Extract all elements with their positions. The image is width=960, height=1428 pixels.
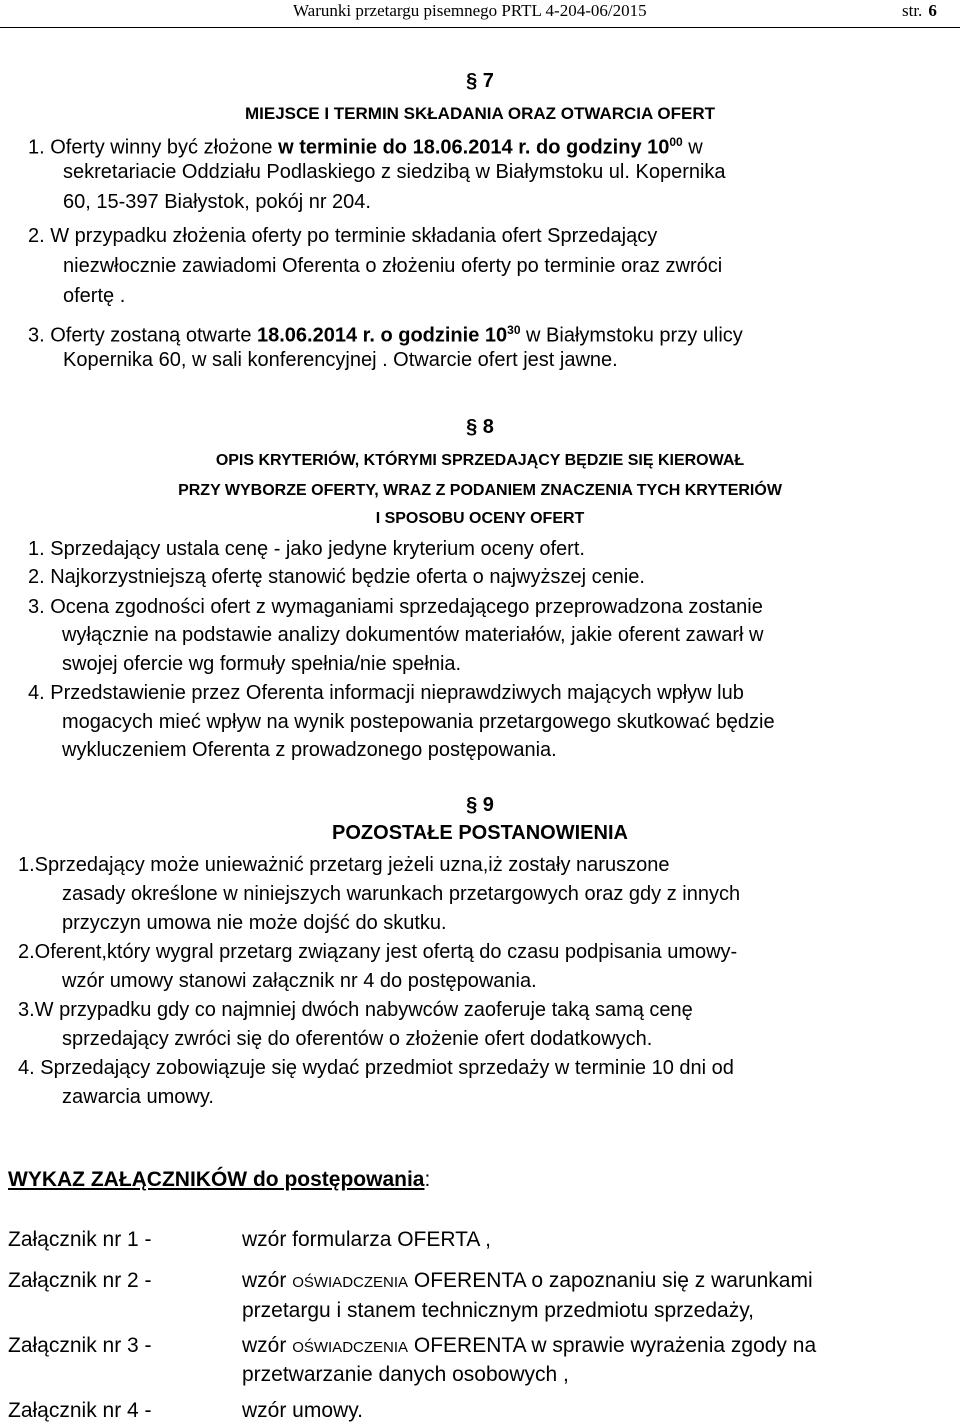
s8-p1: 1. Sprzedający ustala cenę - jako jedyne kryterium oceny ofert. bbox=[28, 538, 585, 560]
s8-p4-line2: mogacych mieć wpływ na wynik postepowania przetargowego skutkować będzie bbox=[62, 711, 775, 733]
s7-p3-line2: Kopernika 60, w sali konferencyjnej . Otwarcie ofert jest jawne. bbox=[63, 349, 618, 371]
s9-p4-line1: 4. Sprzedający zobowiązuje się wydać przedmiot sprzedaży w terminie 10 dni od bbox=[18, 1057, 734, 1079]
s8-p4-line3: wykluczeniem Oferenta z prowadzonego postępowania. bbox=[62, 739, 557, 761]
attachment-3-desc-line2: przetwarzanie danych osobowych , bbox=[242, 1363, 569, 1386]
s7-p2-line3: ofertę . bbox=[63, 285, 126, 307]
s8-p3-line3: swojej ofercie wg formuły spełnia/nie spełnia. bbox=[62, 653, 462, 675]
s7-p2-line1: 2. W przypadku złożenia oferty po terminie składania ofert Sprzedający bbox=[28, 225, 658, 247]
s7-p2-line2: niezwłocznie zawiadomi Oferenta o złożeniu oferty po terminie oraz zwróci bbox=[63, 255, 723, 277]
section-8-title-line3: I SPOSOBU OCENY OFERT bbox=[375, 510, 585, 527]
s9-p4-line2: zawarcia umowy. bbox=[62, 1086, 214, 1108]
s8-p4-line1: 4. Przedstawienie przez Oferenta informacji nieprawdziwych mających wpływ lub bbox=[28, 682, 744, 704]
s7-p1-line3: 60, 15-397 Białystok, pokój nr 204. bbox=[63, 191, 371, 213]
attachment-4-desc: wzór umowy. bbox=[242, 1399, 363, 1422]
section-8-sign: § 8 bbox=[466, 416, 494, 438]
s7-p1-line2: sekretariacie Oddziału Podlaskiego z siedzibą w Białymstoku ul. Kopernika bbox=[63, 161, 726, 183]
s9-p1-line1: 1.Sprzedający może unieważnić przetarg jeżeli uzna,iż zostały naruszone bbox=[18, 854, 670, 876]
attachment-1-label: Załącznik nr 1 - bbox=[8, 1228, 152, 1251]
s8-p2: 2. Najkorzystniejszą ofertę stanowić będzie oferta o najwyższej cenie. bbox=[28, 566, 645, 588]
section-8-title-line1: OPIS KRYTERIÓW, KTÓRYMI SPRZEDAJĄCY BĘDZIE SIĘ KIEROWAŁ bbox=[215, 452, 745, 469]
section-7-title: MIEJSCE I TERMIN SKŁADANIA ORAZ OTWARCIA OFERT bbox=[244, 104, 715, 123]
attachment-3-label: Załącznik nr 3 - bbox=[8, 1334, 152, 1357]
attachment-2-desc-line2: przetargu i stanem technicznym przedmiotu sprzedaży, bbox=[242, 1299, 754, 1322]
s9-p1-line2: zasady określone w niniejszych warunkach przetargowych oraz gdy z innych bbox=[62, 883, 741, 905]
page-header bbox=[0, 0, 960, 28]
attachment-2-label: Załącznik nr 2 - bbox=[8, 1269, 152, 1292]
header-title: Warunki przetargu pisemnego PRTL 4-204-06/2015 bbox=[293, 1, 647, 20]
attachment-4-label: Załącznik nr 4 - bbox=[8, 1399, 152, 1422]
attachment-3-desc-line1: wzór OŚWIADCZENIA OFERENTA w sprawie wyrażenia zgody na bbox=[242, 1334, 817, 1357]
attachment-1-desc: wzór formularza OFERTA , bbox=[242, 1228, 491, 1251]
page-number: str. 6 bbox=[902, 1, 937, 20]
section-7-sign: § 7 bbox=[466, 70, 494, 92]
s7-p1-line1: 1. Oferty winny być złożone w terminie do 18.06.2014 r. do godziny $10^{00}$ w bbox=[28, 135, 703, 159]
section-9-sign: § 9 bbox=[466, 794, 494, 816]
attachments-heading: WYKAZ ZAŁĄCZNIKÓW do postępowania: bbox=[8, 1168, 431, 1191]
s9-p3-line1: 3.W przypadku gdy co najmniej dwóch nabywców zaoferuje taką samą cenę bbox=[18, 999, 693, 1021]
s9-p2-line2: wzór umowy stanowi załącznik nr 4 do postępowania. bbox=[62, 970, 537, 992]
s9-p1-line3: przyczyn umowa nie może dojść do skutku. bbox=[62, 912, 447, 934]
section-9-title: POZOSTAŁE POSTANOWIENIA bbox=[332, 822, 628, 844]
attachment-2-desc-line1: wzór OŚWIADCZENIA OFERENTA o zapoznaniu się z warunkami bbox=[242, 1269, 813, 1292]
s9-p3-line2: sprzedający zwróci się do oferentów o złożenie ofert dodatkowych. bbox=[62, 1028, 653, 1050]
section-8-title-line2: PRZY WYBORZE OFERTY, WRAZ Z PODANIEM ZNACZENIA TYCH KRYTERIÓW bbox=[178, 482, 782, 499]
s8-p3-line1: 3. Ocena zgodności ofert z wymaganiami sprzedającego przeprowadzona zostanie bbox=[28, 596, 763, 618]
s7-p3-line1: 3. Oferty zostaną otwarte 18.06.2014 r. o godzinie $10^{30}$ w Białymstoku przy ulicy bbox=[28, 323, 743, 347]
s9-p2-line1: 2.Oferent,który wygral przetarg związany jest ofertą do czasu podpisania umowy- bbox=[18, 941, 738, 963]
s8-p3-line2: wyłącznie na podstawie analizy dokumentów materiałów, jakie oferent zawarł w bbox=[62, 624, 764, 646]
